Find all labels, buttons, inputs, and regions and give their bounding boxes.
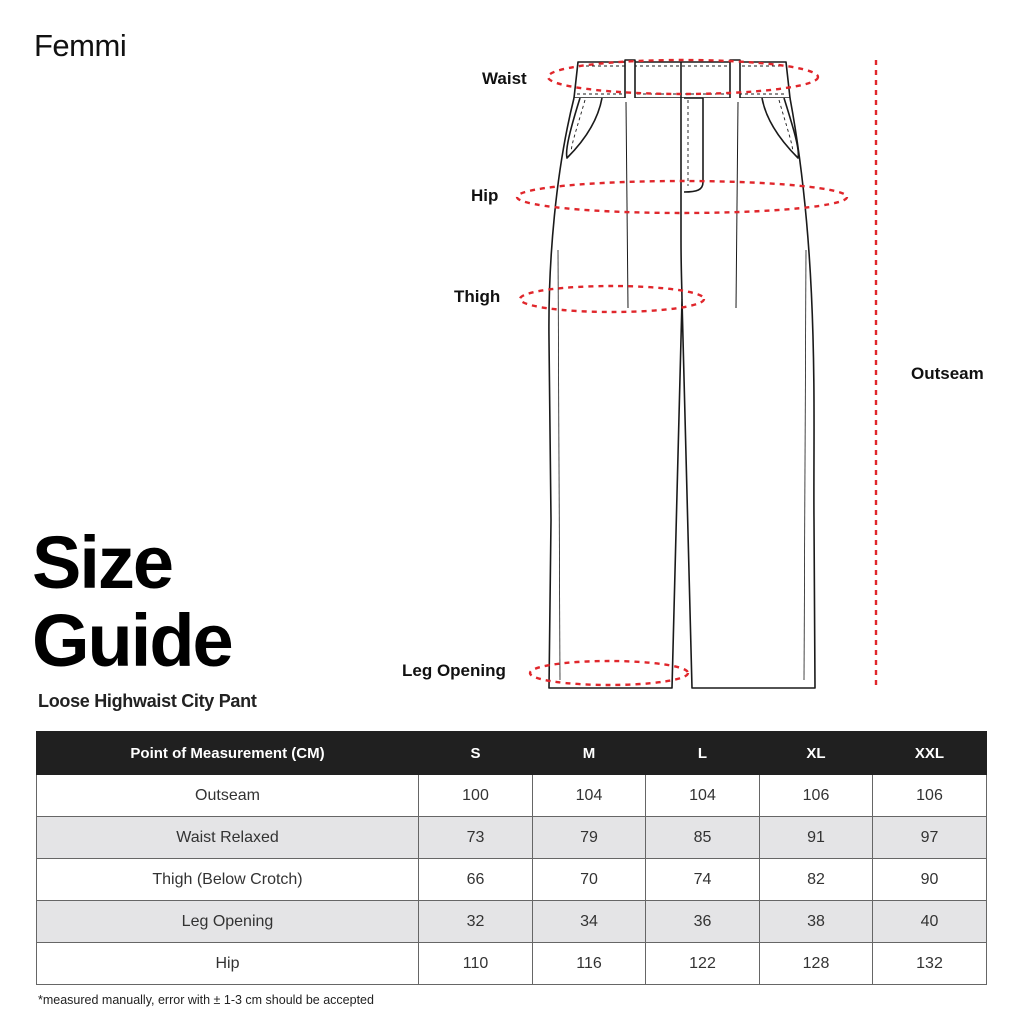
cell-value: 110 <box>419 943 533 985</box>
page-title <box>32 521 232 682</box>
thigh-label: Thigh <box>454 287 501 306</box>
cell-value: 73 <box>419 817 533 859</box>
row-label: Outseam <box>37 775 419 817</box>
cell-value: 82 <box>760 859 873 901</box>
title-line-2: Guide <box>32 599 232 682</box>
table-row <box>37 817 987 859</box>
title-line-1: Size <box>32 521 173 604</box>
cell-value: 70 <box>533 859 646 901</box>
cell-value: 38 <box>760 901 873 943</box>
table-row <box>37 901 987 943</box>
pants-outline <box>549 60 815 688</box>
header-size-xl: XL <box>760 732 873 775</box>
header-size-l: L <box>646 732 760 775</box>
cell-value: 91 <box>760 817 873 859</box>
cell-value: 36 <box>646 901 760 943</box>
cell-value: 104 <box>533 775 646 817</box>
cell-value: 100 <box>419 775 533 817</box>
waist-label: Waist <box>482 69 527 88</box>
row-label: Hip <box>37 943 419 985</box>
cell-value: 116 <box>533 943 646 985</box>
cell-value: 104 <box>646 775 760 817</box>
cell-value: 74 <box>646 859 760 901</box>
hip-label: Hip <box>471 186 499 205</box>
row-label: Waist Relaxed <box>37 817 419 859</box>
table-header-row <box>37 732 987 775</box>
cell-value: 90 <box>873 859 987 901</box>
row-label: Leg Opening <box>37 901 419 943</box>
cell-value: 40 <box>873 901 987 943</box>
cell-value: 132 <box>873 943 987 985</box>
header-size-s: S <box>419 732 533 775</box>
measurement-footnote: *measured manually, error with ± 1-3 cm should be accepted <box>38 993 374 1007</box>
header-size-m: M <box>533 732 646 775</box>
cell-value: 106 <box>760 775 873 817</box>
row-label: Thigh (Below Crotch) <box>37 859 419 901</box>
table-row <box>37 859 987 901</box>
header-measurement: Point of Measurement (CM) <box>37 732 419 775</box>
brand-logo: Femmi <box>34 28 127 63</box>
cell-value: 79 <box>533 817 646 859</box>
table-row <box>37 775 987 817</box>
product-name: Loose Highwaist City Pant <box>38 691 257 711</box>
table-row <box>37 943 987 985</box>
cell-value: 122 <box>646 943 760 985</box>
outseam-label: Outseam <box>911 364 984 383</box>
cell-value: 34 <box>533 901 646 943</box>
leg-opening-label: Leg Opening <box>402 661 506 680</box>
cell-value: 85 <box>646 817 760 859</box>
size-table <box>36 731 987 985</box>
cell-value: 97 <box>873 817 987 859</box>
cell-value: 128 <box>760 943 873 985</box>
cell-value: 32 <box>419 901 533 943</box>
cell-value: 106 <box>873 775 987 817</box>
cell-value: 66 <box>419 859 533 901</box>
header-size-xxl: XXL <box>873 732 987 775</box>
